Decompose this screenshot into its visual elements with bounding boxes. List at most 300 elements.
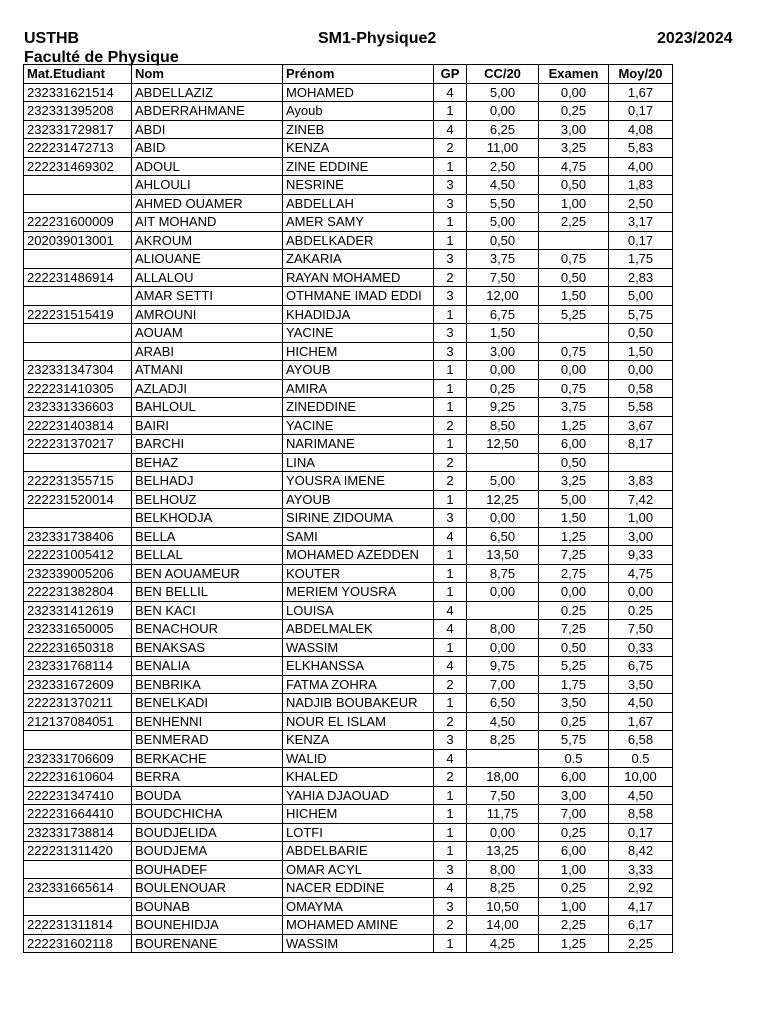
institution-name: USTHB (24, 30, 80, 47)
cell-prenom: ABDELBARIE (283, 842, 434, 861)
cell-nom: BELHOUZ (132, 490, 283, 509)
table-row (24, 472, 673, 491)
cell-nom: BELKHODJA (132, 509, 283, 528)
cell-moyenne: 1,50 (609, 342, 673, 361)
cell-cc: 12,50 (467, 435, 539, 454)
cell-matricule: 232331672609 (24, 675, 132, 694)
cell-moyenne: 0,17 (609, 231, 673, 250)
table-row (24, 620, 673, 639)
cell-gp: 1 (434, 231, 467, 250)
cell-moyenne: 0,00 (609, 583, 673, 602)
cell-prenom: WALID (283, 749, 434, 768)
cell-moyenne: 8,58 (609, 805, 673, 824)
cell-cc: 11,00 (467, 139, 539, 158)
cell-nom: BARCHI (132, 435, 283, 454)
cell-examen: 0,75 (539, 342, 609, 361)
table-row (24, 157, 673, 176)
cell-prenom: MOHAMED (283, 83, 434, 102)
cell-nom: AMAR SETTI (132, 287, 283, 306)
cell-gp: 2 (434, 453, 467, 472)
cell-matricule: 222231370211 (24, 694, 132, 713)
cell-cc: 7,00 (467, 675, 539, 694)
cell-prenom: RAYAN MOHAMED (283, 268, 434, 287)
cell-prenom: ABDELLAH (283, 194, 434, 213)
cell-gp: 2 (434, 416, 467, 435)
grades-table (23, 64, 673, 953)
cell-examen: 0.25 (539, 601, 609, 620)
column-header-moyenne: Moy/20 (609, 65, 673, 84)
cell-examen: 1,50 (539, 509, 609, 528)
cell-prenom: OMAR ACYL (283, 860, 434, 879)
cell-matricule: 212137084051 (24, 712, 132, 731)
cell-examen: 5,25 (539, 305, 609, 324)
column-header-matricule: Mat.Etudiant (24, 65, 132, 84)
cell-prenom: YAHIA DJAOUAD (283, 786, 434, 805)
cell-examen: 0,75 (539, 379, 609, 398)
cell-moyenne: 6,75 (609, 657, 673, 676)
cell-matricule: 222231486914 (24, 268, 132, 287)
cell-matricule: 222231005412 (24, 546, 132, 565)
cell-nom: BELHADJ (132, 472, 283, 491)
cell-moyenne: 4,50 (609, 694, 673, 713)
cell-prenom: YACINE (283, 324, 434, 343)
cell-moyenne: 7,50 (609, 620, 673, 639)
table-row (24, 768, 673, 787)
cell-prenom: HICHEM (283, 805, 434, 824)
cell-cc: 12,25 (467, 490, 539, 509)
table-row (24, 583, 673, 602)
cell-gp: 3 (434, 324, 467, 343)
cell-moyenne: 0.5 (609, 749, 673, 768)
cell-nom: ADOUL (132, 157, 283, 176)
cell-examen: 0,50 (539, 453, 609, 472)
cell-nom: AZLADJI (132, 379, 283, 398)
table-row (24, 416, 673, 435)
cell-gp: 3 (434, 176, 467, 195)
cell-cc: 3,00 (467, 342, 539, 361)
cell-matricule: 222231469302 (24, 157, 132, 176)
cell-examen: 3,25 (539, 139, 609, 158)
cell-cc: 0,00 (467, 638, 539, 657)
cell-gp: 2 (434, 472, 467, 491)
cell-matricule: 222231382804 (24, 583, 132, 602)
cell-nom: BENELKADI (132, 694, 283, 713)
table-body (24, 83, 673, 953)
cell-examen: 1,25 (539, 934, 609, 953)
table-row (24, 842, 673, 861)
cell-matricule: 222231347410 (24, 786, 132, 805)
cell-examen: 0,25 (539, 712, 609, 731)
cell-moyenne: 3,00 (609, 527, 673, 546)
cell-examen: 3,00 (539, 120, 609, 139)
cell-gp: 4 (434, 620, 467, 639)
cell-nom: ABDERRAHMANE (132, 102, 283, 121)
cell-nom: BOUDA (132, 786, 283, 805)
cell-moyenne: 4,75 (609, 564, 673, 583)
cell-moyenne: 4,17 (609, 897, 673, 916)
cell-nom: AKROUM (132, 231, 283, 250)
cell-moyenne: 6,58 (609, 731, 673, 750)
cell-nom: BENMERAD (132, 731, 283, 750)
cell-gp: 3 (434, 509, 467, 528)
cell-examen: 1,00 (539, 860, 609, 879)
cell-cc: 8,00 (467, 860, 539, 879)
cell-cc: 8,75 (467, 564, 539, 583)
table-row (24, 213, 673, 232)
cell-gp: 2 (434, 916, 467, 935)
cell-cc: 13,50 (467, 546, 539, 565)
table-row (24, 527, 673, 546)
cell-nom: ABDI (132, 120, 283, 139)
cell-nom: BERKACHE (132, 749, 283, 768)
table-row (24, 194, 673, 213)
table-row (24, 934, 673, 953)
cell-examen: 2,75 (539, 564, 609, 583)
cell-moyenne: 4,08 (609, 120, 673, 139)
cell-matricule: 222231472713 (24, 139, 132, 158)
cell-nom: BEHAZ (132, 453, 283, 472)
table-row (24, 860, 673, 879)
cell-cc: 6,50 (467, 694, 539, 713)
cell-cc: 0,00 (467, 509, 539, 528)
cell-nom: ARABI (132, 342, 283, 361)
cell-nom: BEN AOUAMEUR (132, 564, 283, 583)
cell-gp: 1 (434, 638, 467, 657)
column-header-cc: CC/20 (467, 65, 539, 84)
cell-matricule (24, 194, 132, 213)
cell-matricule: 222231610604 (24, 768, 132, 787)
cell-nom: BOUNEHIDJA (132, 916, 283, 935)
cell-gp: 3 (434, 897, 467, 916)
cell-examen: 0,25 (539, 102, 609, 121)
cell-prenom: OMAYMA (283, 897, 434, 916)
cell-cc: 7,50 (467, 786, 539, 805)
module-title: SM1-Physique2 (318, 30, 437, 47)
column-header-examen: Examen (539, 65, 609, 84)
cell-examen: 0,50 (539, 638, 609, 657)
cell-cc: 13,25 (467, 842, 539, 861)
cell-moyenne: 1,00 (609, 509, 673, 528)
cell-prenom: ZINEDDINE (283, 398, 434, 417)
cell-prenom: ZAKARIA (283, 250, 434, 269)
cell-matricule: 222231600009 (24, 213, 132, 232)
table-row (24, 453, 673, 472)
cell-moyenne: 0,17 (609, 823, 673, 842)
cell-moyenne: 3,83 (609, 472, 673, 491)
table-row (24, 675, 673, 694)
cell-cc: 0,00 (467, 361, 539, 380)
cell-gp: 1 (434, 361, 467, 380)
cell-cc: 8,25 (467, 731, 539, 750)
cell-examen: 0,50 (539, 268, 609, 287)
cell-moyenne: 5,75 (609, 305, 673, 324)
column-header-prenom: Prénom (283, 65, 434, 84)
cell-matricule (24, 731, 132, 750)
cell-matricule (24, 287, 132, 306)
cell-cc: 5,50 (467, 194, 539, 213)
cell-prenom: OTHMANE IMAD EDDI (283, 287, 434, 306)
cell-prenom: ELKHANSSA (283, 657, 434, 676)
cell-prenom: MOHAMED AZEDDEN (283, 546, 434, 565)
cell-gp: 4 (434, 749, 467, 768)
cell-moyenne: 10,00 (609, 768, 673, 787)
cell-nom: BERRA (132, 768, 283, 787)
cell-cc: 4,50 (467, 712, 539, 731)
cell-cc: 9,25 (467, 398, 539, 417)
cell-nom: ABID (132, 139, 283, 158)
cell-cc: 2,50 (467, 157, 539, 176)
cell-matricule: 222231403814 (24, 416, 132, 435)
cell-examen: 3,75 (539, 398, 609, 417)
table-row (24, 897, 673, 916)
cell-gp: 1 (434, 583, 467, 602)
cell-cc: 8,00 (467, 620, 539, 639)
cell-prenom: ZINEB (283, 120, 434, 139)
cell-examen: 6,00 (539, 768, 609, 787)
cell-examen: 0,00 (539, 361, 609, 380)
cell-moyenne: 4,00 (609, 157, 673, 176)
cell-gp: 1 (434, 435, 467, 454)
cell-gp: 2 (434, 768, 467, 787)
cell-prenom: MERIEM YOUSRA (283, 583, 434, 602)
table-row (24, 342, 673, 361)
cell-matricule: 232331347304 (24, 361, 132, 380)
cell-prenom: ABDELKADER (283, 231, 434, 250)
cell-moyenne: 3,50 (609, 675, 673, 694)
cell-matricule: 222231602118 (24, 934, 132, 953)
cell-matricule: 232331738406 (24, 527, 132, 546)
cell-gp: 1 (434, 564, 467, 583)
table-row (24, 287, 673, 306)
cell-moyenne: 0.25 (609, 601, 673, 620)
cell-prenom: WASSIM (283, 638, 434, 657)
cell-matricule: 232331650005 (24, 620, 132, 639)
cell-examen: 1,25 (539, 416, 609, 435)
cell-cc: 0,00 (467, 102, 539, 121)
cell-nom: BEN BELLIL (132, 583, 283, 602)
table-row (24, 305, 673, 324)
table-row (24, 916, 673, 935)
cell-gp: 1 (434, 213, 467, 232)
cell-prenom: SIRINE ZIDOUMA (283, 509, 434, 528)
cell-moyenne: 3,67 (609, 416, 673, 435)
cell-prenom: YOUSRA IMENE (283, 472, 434, 491)
cell-prenom: AMER SAMY (283, 213, 434, 232)
cell-gp: 3 (434, 194, 467, 213)
cell-matricule: 232331336603 (24, 398, 132, 417)
cell-matricule: 222231515419 (24, 305, 132, 324)
table-row (24, 398, 673, 417)
cell-nom: BOUDJELIDA (132, 823, 283, 842)
cell-cc: 5,00 (467, 83, 539, 102)
cell-prenom: NACER EDDINE (283, 879, 434, 898)
table-row (24, 435, 673, 454)
cell-gp: 1 (434, 102, 467, 121)
cell-moyenne: 2,50 (609, 194, 673, 213)
cell-moyenne: 2,92 (609, 879, 673, 898)
cell-gp: 2 (434, 268, 467, 287)
cell-gp: 1 (434, 490, 467, 509)
cell-cc: 12,00 (467, 287, 539, 306)
cell-cc: 0,25 (467, 379, 539, 398)
cell-gp: 1 (434, 305, 467, 324)
cell-gp: 3 (434, 731, 467, 750)
cell-moyenne: 0,50 (609, 324, 673, 343)
cell-cc: 4,50 (467, 176, 539, 195)
cell-cc: 3,75 (467, 250, 539, 269)
cell-moyenne: 5,83 (609, 139, 673, 158)
cell-examen: 4,75 (539, 157, 609, 176)
cell-moyenne: 5,58 (609, 398, 673, 417)
table-row (24, 268, 673, 287)
cell-gp: 1 (434, 157, 467, 176)
cell-cc: 14,00 (467, 916, 539, 935)
cell-gp: 1 (434, 823, 467, 842)
cell-gp: 4 (434, 527, 467, 546)
table-row (24, 250, 673, 269)
cell-prenom: FATMA ZOHRA (283, 675, 434, 694)
table-row (24, 749, 673, 768)
academic-year: 2023/2024 (657, 30, 733, 47)
cell-prenom: WASSIM (283, 934, 434, 953)
cell-prenom: NADJIB BOUBAKEUR (283, 694, 434, 713)
cell-cc (467, 601, 539, 620)
cell-matricule: 222231355715 (24, 472, 132, 491)
cell-matricule: 222231311420 (24, 842, 132, 861)
cell-gp: 4 (434, 601, 467, 620)
cell-moyenne: 1,67 (609, 83, 673, 102)
cell-examen: 6,00 (539, 842, 609, 861)
cell-gp: 1 (434, 805, 467, 824)
cell-examen: 0,00 (539, 583, 609, 602)
cell-prenom: SAMI (283, 527, 434, 546)
cell-examen: 0,00 (539, 83, 609, 102)
cell-examen: 3,50 (539, 694, 609, 713)
cell-cc: 10,50 (467, 897, 539, 916)
cell-cc: 5,00 (467, 472, 539, 491)
table-row (24, 638, 673, 657)
cell-gp: 3 (434, 287, 467, 306)
cell-cc: 0,00 (467, 823, 539, 842)
cell-moyenne: 1,83 (609, 176, 673, 195)
cell-moyenne: 6,17 (609, 916, 673, 935)
cell-cc: 11,75 (467, 805, 539, 824)
cell-nom: BOUDJEMA (132, 842, 283, 861)
cell-nom: BOUDCHICHA (132, 805, 283, 824)
cell-nom: ALIOUANE (132, 250, 283, 269)
cell-cc: 7,50 (467, 268, 539, 287)
cell-nom: BENACHOUR (132, 620, 283, 639)
cell-matricule: 232331665614 (24, 879, 132, 898)
cell-moyenne: 4,50 (609, 786, 673, 805)
cell-nom: ALLALOU (132, 268, 283, 287)
cell-examen: 1,00 (539, 897, 609, 916)
cell-moyenne: 1,75 (609, 250, 673, 269)
cell-gp: 3 (434, 250, 467, 269)
cell-gp: 1 (434, 694, 467, 713)
cell-matricule (24, 324, 132, 343)
cell-nom: BEN KACI (132, 601, 283, 620)
faculty-name: Faculté de Physique (24, 49, 179, 66)
cell-nom: BENHENNI (132, 712, 283, 731)
cell-gp: 1 (434, 379, 467, 398)
table-row (24, 564, 673, 583)
cell-examen: 1,25 (539, 527, 609, 546)
cell-matricule: 232331738814 (24, 823, 132, 842)
cell-examen: 2,25 (539, 213, 609, 232)
cell-prenom: AMIRA (283, 379, 434, 398)
cell-moyenne: 2,25 (609, 934, 673, 953)
cell-prenom: MOHAMED AMINE (283, 916, 434, 935)
cell-prenom: KENZA (283, 139, 434, 158)
cell-matricule (24, 176, 132, 195)
cell-gp: 2 (434, 139, 467, 158)
cell-matricule: 222231664410 (24, 805, 132, 824)
cell-matricule: 222231370217 (24, 435, 132, 454)
cell-prenom: ABDELMALEK (283, 620, 434, 639)
column-header-nom: Nom (132, 65, 283, 84)
cell-nom: BELLAL (132, 546, 283, 565)
table-row (24, 490, 673, 509)
cell-examen: 0,50 (539, 176, 609, 195)
cell-cc (467, 453, 539, 472)
cell-prenom: KHALED (283, 768, 434, 787)
cell-nom: BENAKSAS (132, 638, 283, 657)
cell-prenom: LOUISA (283, 601, 434, 620)
table-row (24, 879, 673, 898)
table-row (24, 712, 673, 731)
cell-nom: BOUNAB (132, 897, 283, 916)
table-row (24, 694, 673, 713)
cell-matricule (24, 453, 132, 472)
cell-examen: 2,25 (539, 916, 609, 935)
cell-moyenne: 1,67 (609, 712, 673, 731)
cell-gp: 4 (434, 657, 467, 676)
table-row (24, 176, 673, 195)
cell-prenom: AYOUB (283, 361, 434, 380)
cell-examen: 1,75 (539, 675, 609, 694)
cell-prenom: LINA (283, 453, 434, 472)
cell-matricule (24, 897, 132, 916)
cell-matricule: 222231520014 (24, 490, 132, 509)
table-row (24, 823, 673, 842)
table-row (24, 139, 673, 158)
cell-prenom: AYOUB (283, 490, 434, 509)
cell-examen: 7,25 (539, 546, 609, 565)
cell-nom: BENBRIKA (132, 675, 283, 694)
cell-moyenne: 0,00 (609, 361, 673, 380)
cell-matricule (24, 509, 132, 528)
cell-examen: 5,00 (539, 490, 609, 509)
cell-moyenne: 9,33 (609, 546, 673, 565)
table-row (24, 601, 673, 620)
table-row (24, 231, 673, 250)
cell-gp: 4 (434, 879, 467, 898)
cell-gp: 2 (434, 675, 467, 694)
cell-matricule: 232339005206 (24, 564, 132, 583)
table-row (24, 786, 673, 805)
cell-examen: 5,75 (539, 731, 609, 750)
cell-matricule: 232331729817 (24, 120, 132, 139)
cell-moyenne (609, 453, 673, 472)
cell-gp: 2 (434, 712, 467, 731)
cell-matricule: 232331621514 (24, 83, 132, 102)
cell-matricule: 222231311814 (24, 916, 132, 935)
cell-moyenne: 0,17 (609, 102, 673, 121)
cell-matricule: 232331395208 (24, 102, 132, 121)
cell-examen: 7,25 (539, 620, 609, 639)
cell-matricule (24, 860, 132, 879)
